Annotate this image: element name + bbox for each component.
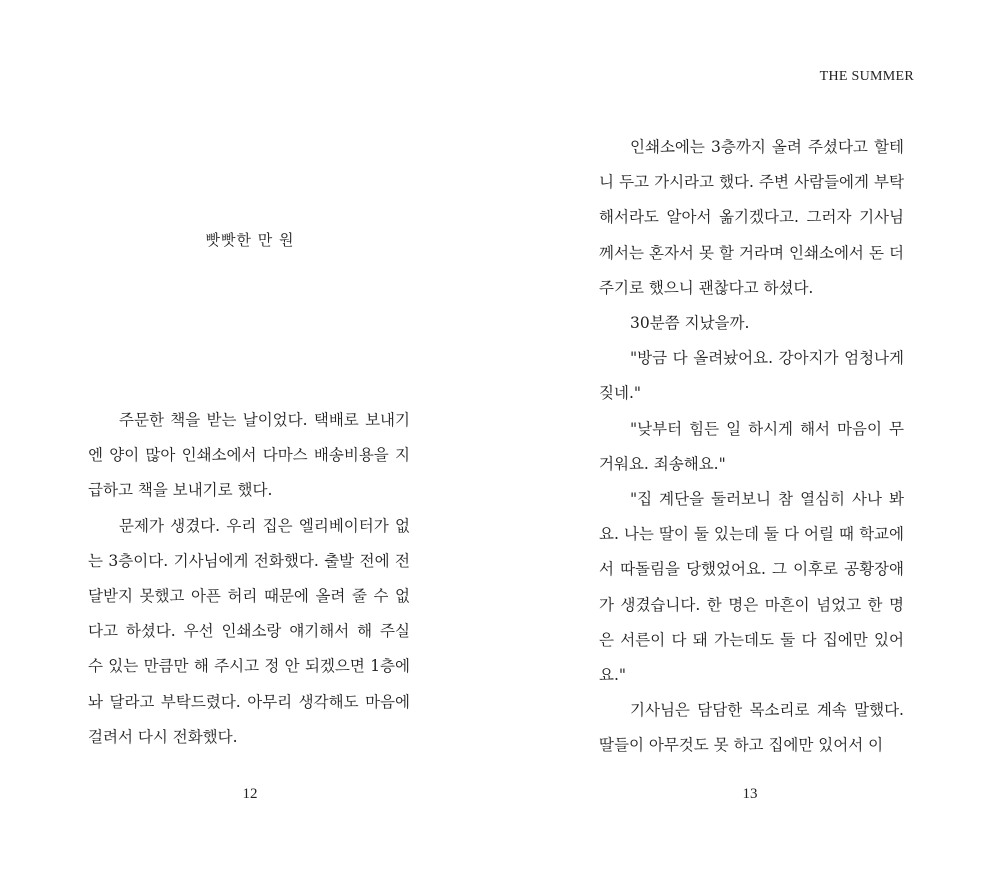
running-header: THE SUMMER	[819, 69, 914, 84]
page-number-left: 12	[242, 786, 258, 802]
left-body-text	[88, 403, 410, 755]
paragraph: "집 계단을 둘러보니 참 열심히 사나 봐요. 나는 딸이 둘 있는데 둘 다 어릴 때 학교에서 따돌림을 당했었어요. 그 이후로 공황장애가 생겼습니다. 한 명은 마흔이 넘었고 한 명은 서른이 다 돼 가는데도 둘 다 집에만 있어요."	[599, 490, 904, 685]
paragraph: 기사님은 담담한 목소리로 계속 말했다. 딸들이 아무것도 못 하고 집에만 있어서 이	[599, 701, 904, 755]
page-number-right: 13	[742, 786, 758, 802]
paragraph: "낮부터 힘든 일 하시게 해서 마음이 무거워요. 죄송해요."	[599, 419, 904, 473]
chapter-title: 빳빳한 만 원	[205, 231, 295, 249]
paragraph: 30분쯤 지났을까.	[630, 314, 750, 333]
right-body-text	[599, 130, 904, 764]
paragraph: "방금 다 올려놨어요. 강아지가 엄청나게 짖네."	[599, 349, 904, 403]
paragraph: 문제가 생겼다. 우리 집은 엘리베이터가 없는 3층이다. 기사님에게 전화했다. 출발 전에 전달받지 못했고 아픈 허리 때문에 올려 줄 수 없다고 하셨다. 우선 인쇄소랑 얘기해서 해 주실 수 있는 만큼만 해 주시고 정 안 되겠으면 1층에 놔 달라고 부탁드렸다. 아무리 생각해도 마음에 걸려서 다시 전화했다.	[88, 516, 410, 746]
right-page	[500, 0, 1000, 873]
paragraph: 주문한 책을 받는 날이었다. 택배로 보내기엔 양이 많아 인쇄소에서 다마스 배송비용을 지급하고 책을 보내기로 했다.	[88, 411, 410, 500]
paragraph: 인쇄소에는 3층까지 올려 주셨다고 할테니 두고 가시라고 했다. 주변 사람들에게 부탁해서라도 알아서 옮기겠다고. 그러자 기사님께서는 혼자서 못 할 거라며 인쇄소에서 돈 더 주기로 했으니 괜찮다고 하셨다.	[599, 138, 904, 297]
